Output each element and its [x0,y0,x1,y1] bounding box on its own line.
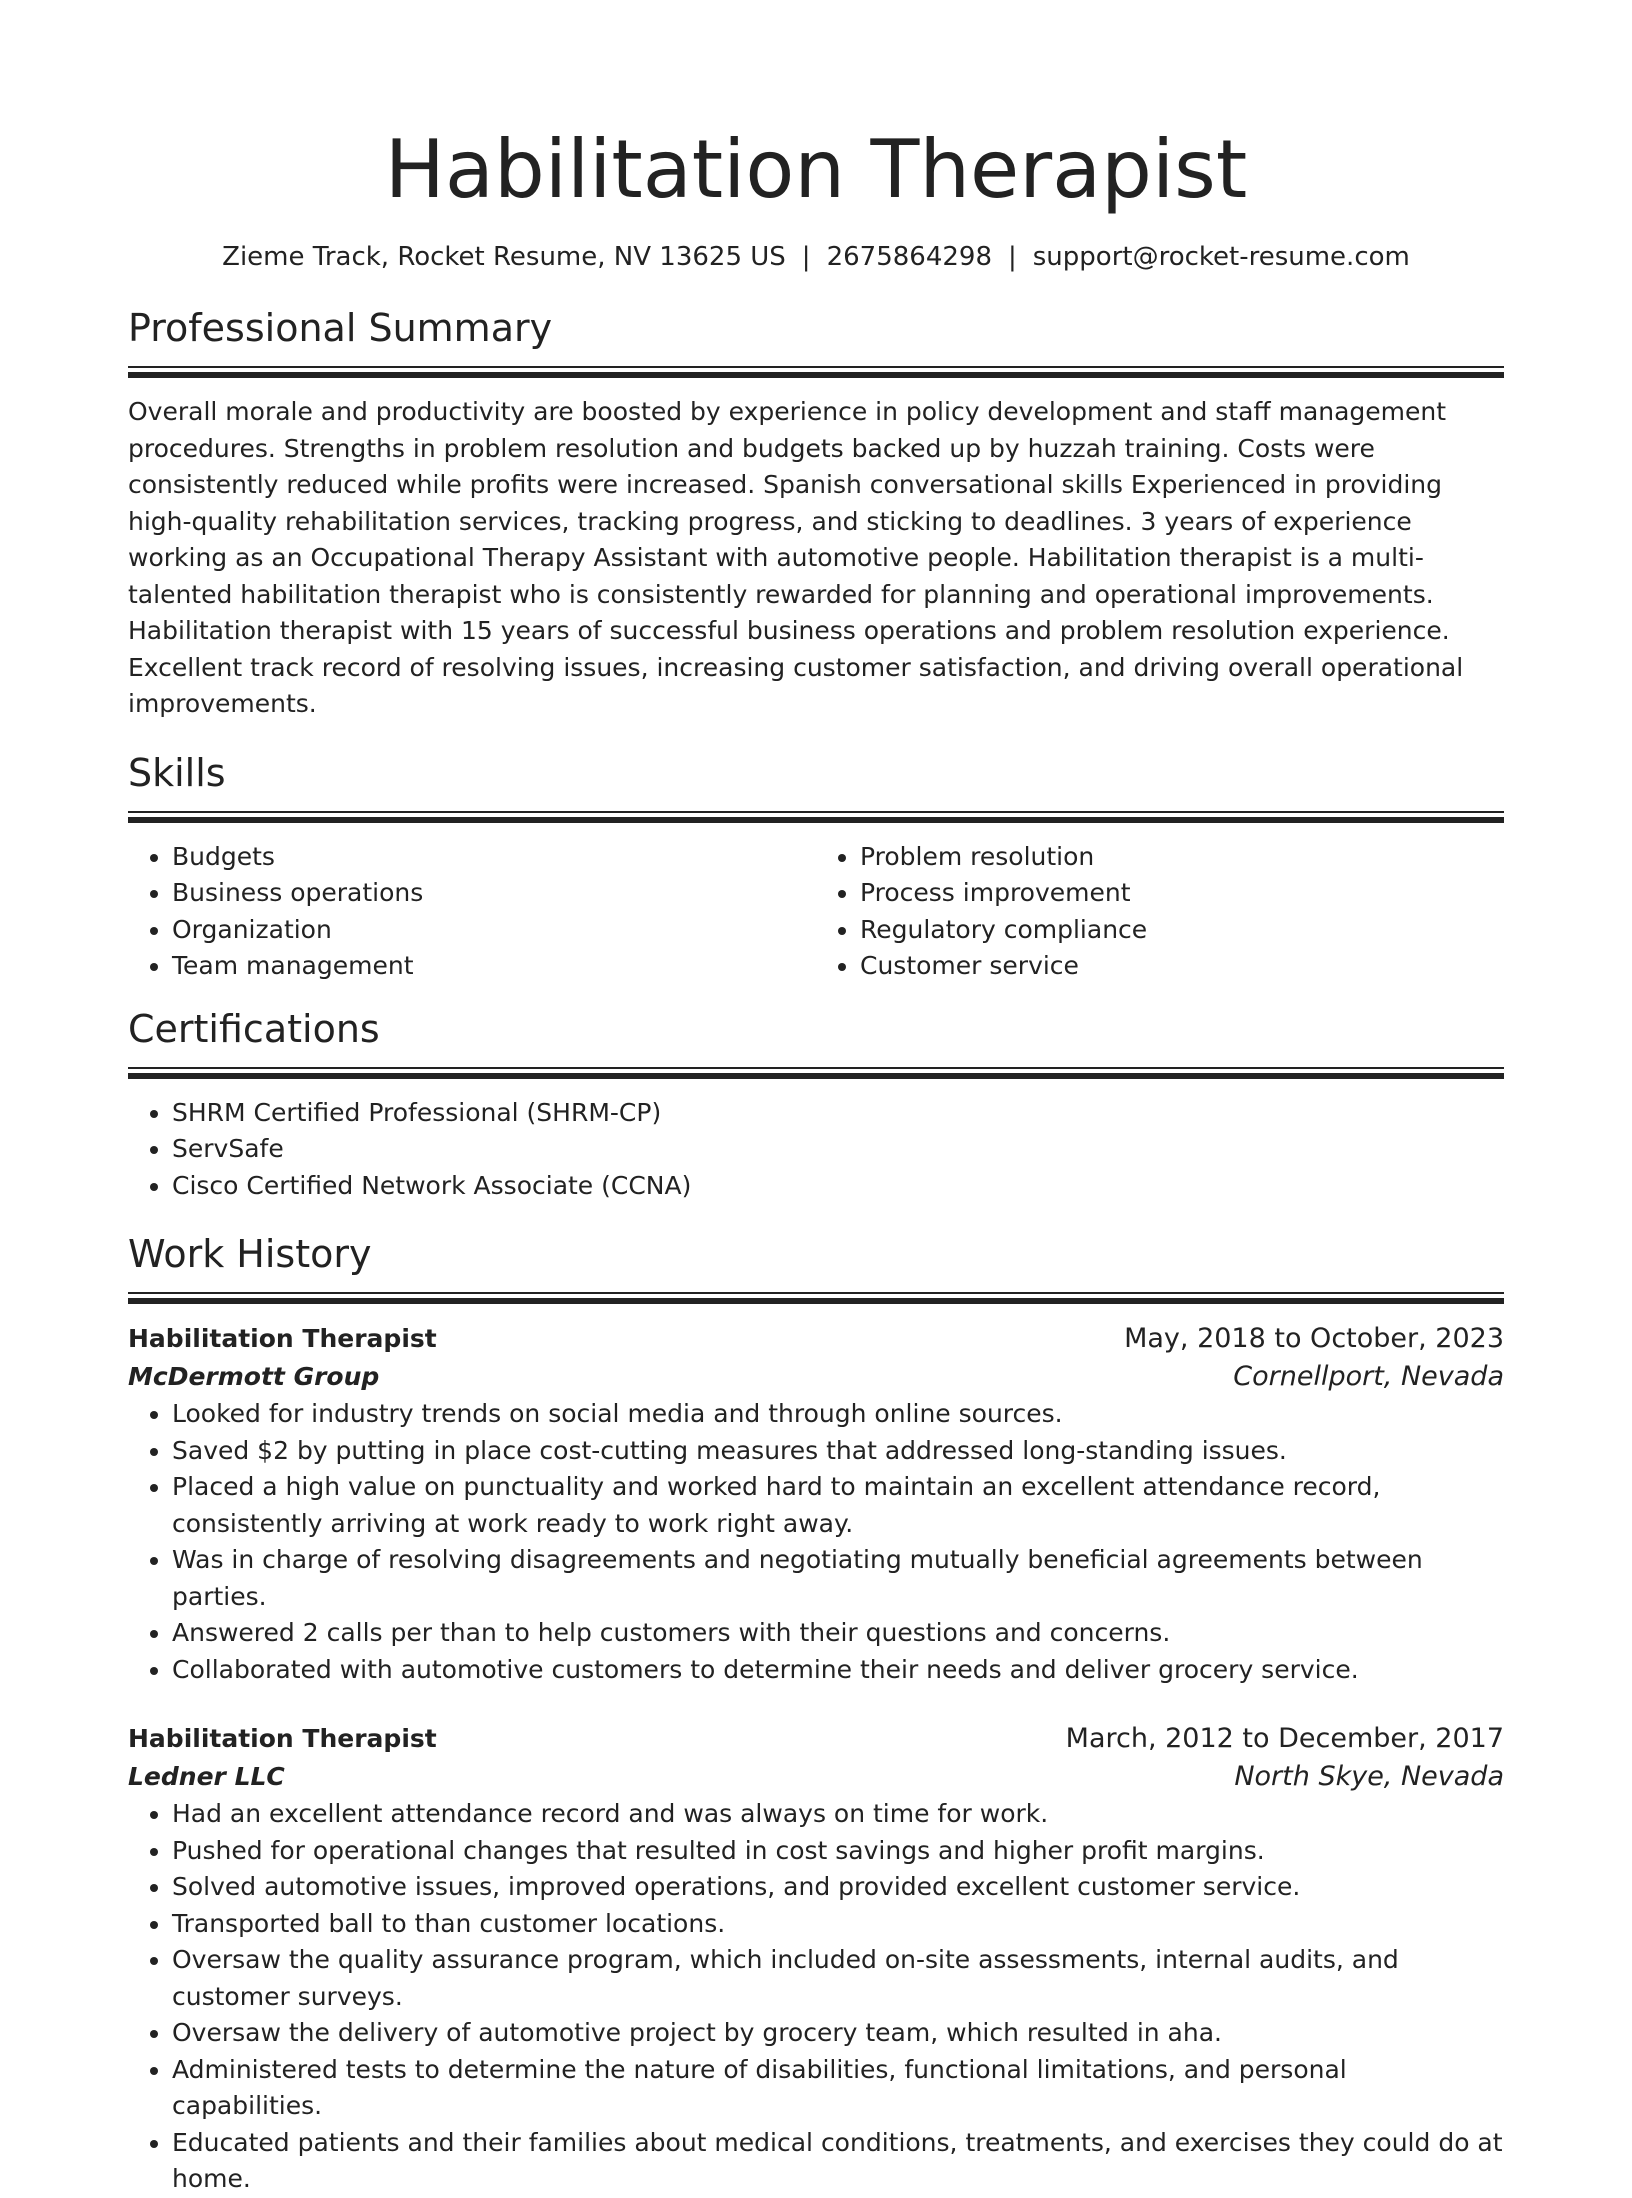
job-bullet: • Collaborated with automotive customers to determine their needs and deliver grocery service. [172,1652,1504,1689]
work-history-section [128,1230,1504,2198]
job-bullet: • Placed a high value on punctuality and worked hard to maintain an excellent attendance record, consistently arriving at work ready to work right away. [172,1469,1504,1542]
job-bullet: • Administered tests to determine the nature of disabilities, functional limitations, and personal capabilities. [172,2052,1504,2125]
skills-section [128,749,1504,985]
certification-item: • ServSafe [172,1131,1504,1168]
skill-item: • Problem resolution [860,839,1504,876]
contact-address: Zieme Track, Rocket Resume, NV 13625 US [222,242,786,272]
summary-text: Overall morale and productivity are boosted by experience in policy development and staff management procedures. Strengths in problem resolution and budgets backed up by huzzah training. Costs were consistently reduced while profits were increased. Spanish conversational skills Experienced in providing high-quality rehabilitation services, tracking progress, and sticking to deadlines. 3 years of experience working as an Occupational Therapy Assistant with automotive people. Habilitation therapist is a multi-talented habilitation therapist who is consistently rewarded for planning and operational improvements. Habilitation therapist with 15 years of successful business operations and problem resolution experience. Excellent track record of resolving issues, increasing customer satisfaction, and driving overall operational improvements. [128,397,1464,718]
job-bullet: • Saved $2 by putting in place cost-cutting measures that addressed long-standing issues. [172,1433,1504,1470]
skills-column-right [816,839,1504,985]
job-bullet: • Answered 2 calls per than to help customers with their questions and concerns. [172,1615,1504,1652]
job-header-row [128,1720,1504,1758]
job-company: McDermott Group [128,1362,380,1391]
job-bullet: • Had an excellent attendance record and was always on time for work. [172,1796,1504,1833]
job-bullet: • Looked for industry trends on social media and through online sources. [172,1396,1504,1433]
skill-item: • Customer service [860,948,1504,985]
job-bullet: • Educated patients and their families about medical conditions, treatments, and exercises they could do at home. [172,2125,1504,2198]
certification-list [128,1095,1504,1205]
job-company: Ledner LLC [128,1762,285,1791]
job-location: Cornellport, Nevada [1233,1361,1504,1392]
contact-phone: 2675864298 [826,242,992,272]
skill-item: • Budgets [172,839,816,876]
summary-section [128,304,1504,723]
certification-item: • SHRM Certified Professional (SHRM-CP) [172,1095,1504,1132]
job-header-row [128,1320,1504,1358]
job-bullet: • Oversaw the delivery of automotive project by grocery team, which resulted in aha. [172,2015,1504,2052]
contact-email: support@rocket-resume.com [1032,242,1410,272]
section-title-certifications: Certifications [128,1006,380,1051]
skill-item: • Organization [172,912,816,949]
section-title-work-history: Work History [128,1232,372,1276]
job-entry [128,1320,1504,1688]
job-bullet: • Was in charge of resolving disagreements and negotiating mutually beneficial agreements between parties. [172,1542,1504,1615]
skills-column-left [128,839,816,985]
job-bullet: • Oversaw the quality assurance program, which included on-site assessments, internal audits, and customer surveys. [172,1942,1504,2015]
job-subheader-row [128,1358,1504,1396]
contact-line [128,240,1504,274]
page-title: Habilitation Therapist [384,123,1248,216]
job-bullet-list [128,1796,1504,2198]
section-divider [128,1292,1504,1304]
section-title-summary: Professional Summary [128,306,553,350]
job-bullet: • Pushed for operational changes that resulted in cost savings and higher profit margins. [172,1833,1504,1870]
skill-item: • Process improvement [860,875,1504,912]
contact-separator: | [1007,242,1017,272]
skill-item: • Regulatory compliance [860,912,1504,949]
job-entry [128,1720,1504,2198]
job-bullet-list [128,1396,1504,1688]
section-title-skills: Skills [128,750,226,795]
job-location: North Skye, Nevada [1234,1761,1504,1792]
job-bullet: • Transported ball to than customer locations. [172,1906,1504,1943]
skill-item: • Team management [172,948,816,985]
section-divider [128,1067,1504,1079]
job-subheader-row [128,1758,1504,1796]
job-dates: March, 2012 to December, 2017 [1065,1723,1504,1754]
job-title: Habilitation Therapist [128,1324,437,1353]
certification-item: • Cisco Certified Network Associate (CCNA) [172,1168,1504,1205]
section-divider [128,366,1504,378]
contact-separator: | [801,242,811,272]
job-dates: May, 2018 to October, 2023 [1124,1323,1504,1354]
job-title: Habilitation Therapist [128,1724,437,1753]
section-divider [128,811,1504,823]
certifications-section [128,1005,1504,1205]
skills-grid [128,839,1504,985]
job-bullet: • Solved automotive issues, improved operations, and provided excellent customer service. [172,1869,1504,1906]
skill-item: • Business operations [172,875,816,912]
